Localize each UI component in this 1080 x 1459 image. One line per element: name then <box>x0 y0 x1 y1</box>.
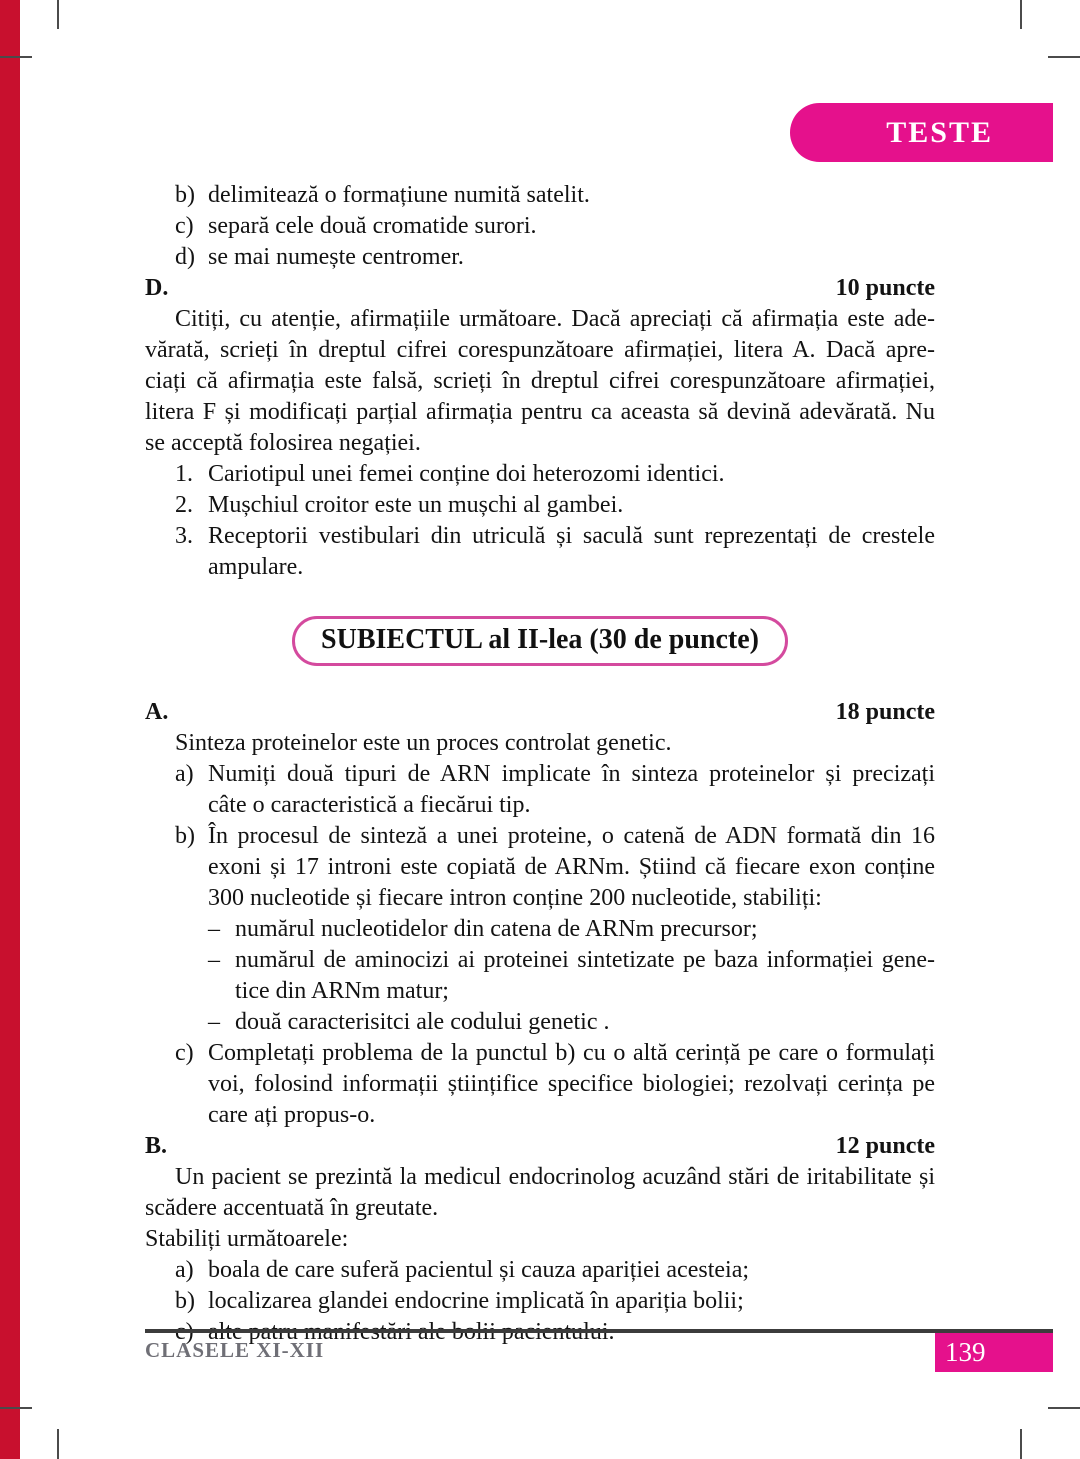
crop-mark-top-right-horizontal <box>1048 56 1080 58</box>
list-item <box>145 759 935 821</box>
section-points: 18 puncte <box>835 699 935 725</box>
paragraph <box>145 1162 935 1224</box>
text-line: ampulare. <box>208 554 304 580</box>
chapter-tab-label: TESTE <box>886 115 993 149</box>
item-marker: b) <box>175 823 195 849</box>
text-line: Cariotipul unei femei conține doi heterozomi identici. <box>208 461 725 487</box>
item-text <box>208 1038 935 1131</box>
section-heading <box>145 697 935 728</box>
item-text <box>208 242 935 273</box>
item-text <box>208 180 935 211</box>
list-item <box>145 521 935 583</box>
text-line: vărată, scrieți în dreptul cifrei corespunzătoare afirmației, litera A. Dacă apre- <box>145 337 935 363</box>
paragraph <box>145 1224 935 1255</box>
list-item <box>145 1007 935 1038</box>
text-line: Mușchiul croitor este un mușchi al gambei. <box>208 492 624 518</box>
text-line: două caracterisitci ale codului genetic . <box>235 1009 610 1035</box>
item-marker: 1. <box>175 461 193 487</box>
crop-mark-top-left-horizontal <box>0 56 32 58</box>
page-number-box <box>935 1333 1053 1372</box>
text-line: se mai numește centromer. <box>208 244 464 270</box>
text-line: Sinteza proteinelor este un proces controlat genetic. <box>175 730 672 756</box>
text-line: numărul nucleotidelor din catena de ARNm precursor; <box>235 916 758 942</box>
text-line: Numiți două tipuri de ARN implicate în sinteza proteinelor și precizați <box>208 761 935 787</box>
text-line: numărul de aminocizi ai proteinei sintetizate pe baza informației gene- <box>235 947 935 973</box>
crop-mark-bottom-right-vertical <box>1020 1429 1022 1459</box>
section-heading <box>145 1131 935 1162</box>
subject-title-wrap <box>145 616 935 666</box>
item-text <box>208 1255 935 1286</box>
page-content <box>145 180 935 1348</box>
item-marker: c) <box>175 213 194 239</box>
item-text <box>235 914 935 945</box>
text-line: delimitează o formațiune numită satelit. <box>208 182 590 208</box>
text-line: Receptorii vestibulari din utriculă și saculă sunt reprezentați de crestele <box>208 523 935 549</box>
page-number: 139 <box>945 1337 986 1367</box>
item-marker: b) <box>175 182 195 208</box>
item-text <box>235 945 935 1007</box>
list-item <box>145 914 935 945</box>
list-item <box>145 1038 935 1131</box>
item-text <box>208 759 935 821</box>
crop-mark-top-left-vertical <box>57 0 59 29</box>
item-marker: d) <box>175 244 195 270</box>
section-heading <box>145 273 935 304</box>
crop-mark-bottom-right-horizontal <box>1048 1407 1080 1409</box>
section-points: 10 puncte <box>835 275 935 301</box>
item-text <box>208 1286 935 1317</box>
item-marker: 2. <box>175 492 193 518</box>
list-item <box>145 180 935 211</box>
item-text <box>208 821 935 914</box>
text-line: litera F și modificați parțial afirmația pentru ca aceasta să devină adevărată. Nu <box>145 399 935 425</box>
item-marker: – <box>208 916 220 942</box>
section-points: 12 puncte <box>835 1133 935 1159</box>
text-line: localizarea glandei endocrine implicată în apariția bolii; <box>208 1288 744 1314</box>
text-line: Stabiliți următoarele: <box>145 1226 349 1252</box>
text-line: voi, folosind informații științifice specifice biologiei; rezolvați cerința pe <box>208 1071 935 1097</box>
text-line: separă cele două cromatide surori. <box>208 213 537 239</box>
list-item <box>145 821 935 914</box>
crop-mark-top-right-vertical <box>1020 0 1022 29</box>
item-marker: – <box>208 947 220 973</box>
list-item <box>145 490 935 521</box>
list-item <box>145 242 935 273</box>
item-text <box>208 459 935 490</box>
text-line: câte o caracteristică a fiecărui tip. <box>208 792 531 818</box>
text-line: scădere accentuată în greutate. <box>145 1195 439 1221</box>
list-item <box>145 1286 935 1317</box>
text-line: se acceptă folosirea negației. <box>145 430 421 456</box>
subject-title-box: SUBIECTUL al II-lea (30 de puncte) <box>292 616 788 666</box>
text-line: care ați propus-o. <box>208 1102 376 1128</box>
text-line: tice din ARNm matur; <box>235 978 449 1004</box>
text-line: În procesul de sinteză a unei proteine, o catenă de ADN formată din 16 <box>208 823 935 849</box>
item-marker: a) <box>175 761 194 787</box>
section-label: A. <box>145 699 169 725</box>
crop-mark-bottom-left-horizontal <box>0 1407 32 1409</box>
chapter-tab <box>790 103 1053 162</box>
item-text <box>208 211 935 242</box>
item-text <box>208 490 935 521</box>
section-label: B. <box>145 1133 168 1159</box>
section-label: D. <box>145 275 169 301</box>
item-text <box>208 521 935 583</box>
paragraph <box>145 304 935 459</box>
text-line: exoni și 17 introni este copiată de ARNm. Știind că fiecare exon conține <box>208 854 935 880</box>
text-line: Completați problema de la punctul b) cu o altă cerință pe care o formulați <box>208 1040 935 1066</box>
item-text <box>235 1007 935 1038</box>
list-item <box>145 945 935 1007</box>
text-line: 300 nucleotide și fiecare intron conține 200 nucleotide, stabiliți: <box>208 885 822 911</box>
list-item <box>145 211 935 242</box>
paragraph <box>145 728 935 759</box>
list-item <box>145 459 935 490</box>
item-marker: c) <box>175 1040 194 1066</box>
item-marker: 3. <box>175 523 193 549</box>
text-line: Citiți, cu atenție, afirmațiile următoare. Dacă apreciați că afirmația este ade- <box>175 306 935 332</box>
text-line: boala de care suferă pacientul și cauza apariției acesteia; <box>208 1257 750 1283</box>
footer-classes-label: CLASELE XI-XII <box>145 1338 325 1362</box>
crop-mark-bottom-left-vertical <box>57 1429 59 1459</box>
text-line: ciați că afirmația este falsă, scrieți în dreptul cifrei corespunzătoare afirmației, <box>145 368 935 394</box>
left-spine-bar <box>0 0 20 1459</box>
item-marker: a) <box>175 1257 194 1283</box>
item-marker: b) <box>175 1288 195 1314</box>
list-item <box>145 1255 935 1286</box>
text-line: Un pacient se prezintă la medicul endocrinolog acuzând stări de iritabilitate și <box>175 1164 935 1190</box>
footer-rule <box>145 1329 1053 1333</box>
item-marker: – <box>208 1009 220 1035</box>
